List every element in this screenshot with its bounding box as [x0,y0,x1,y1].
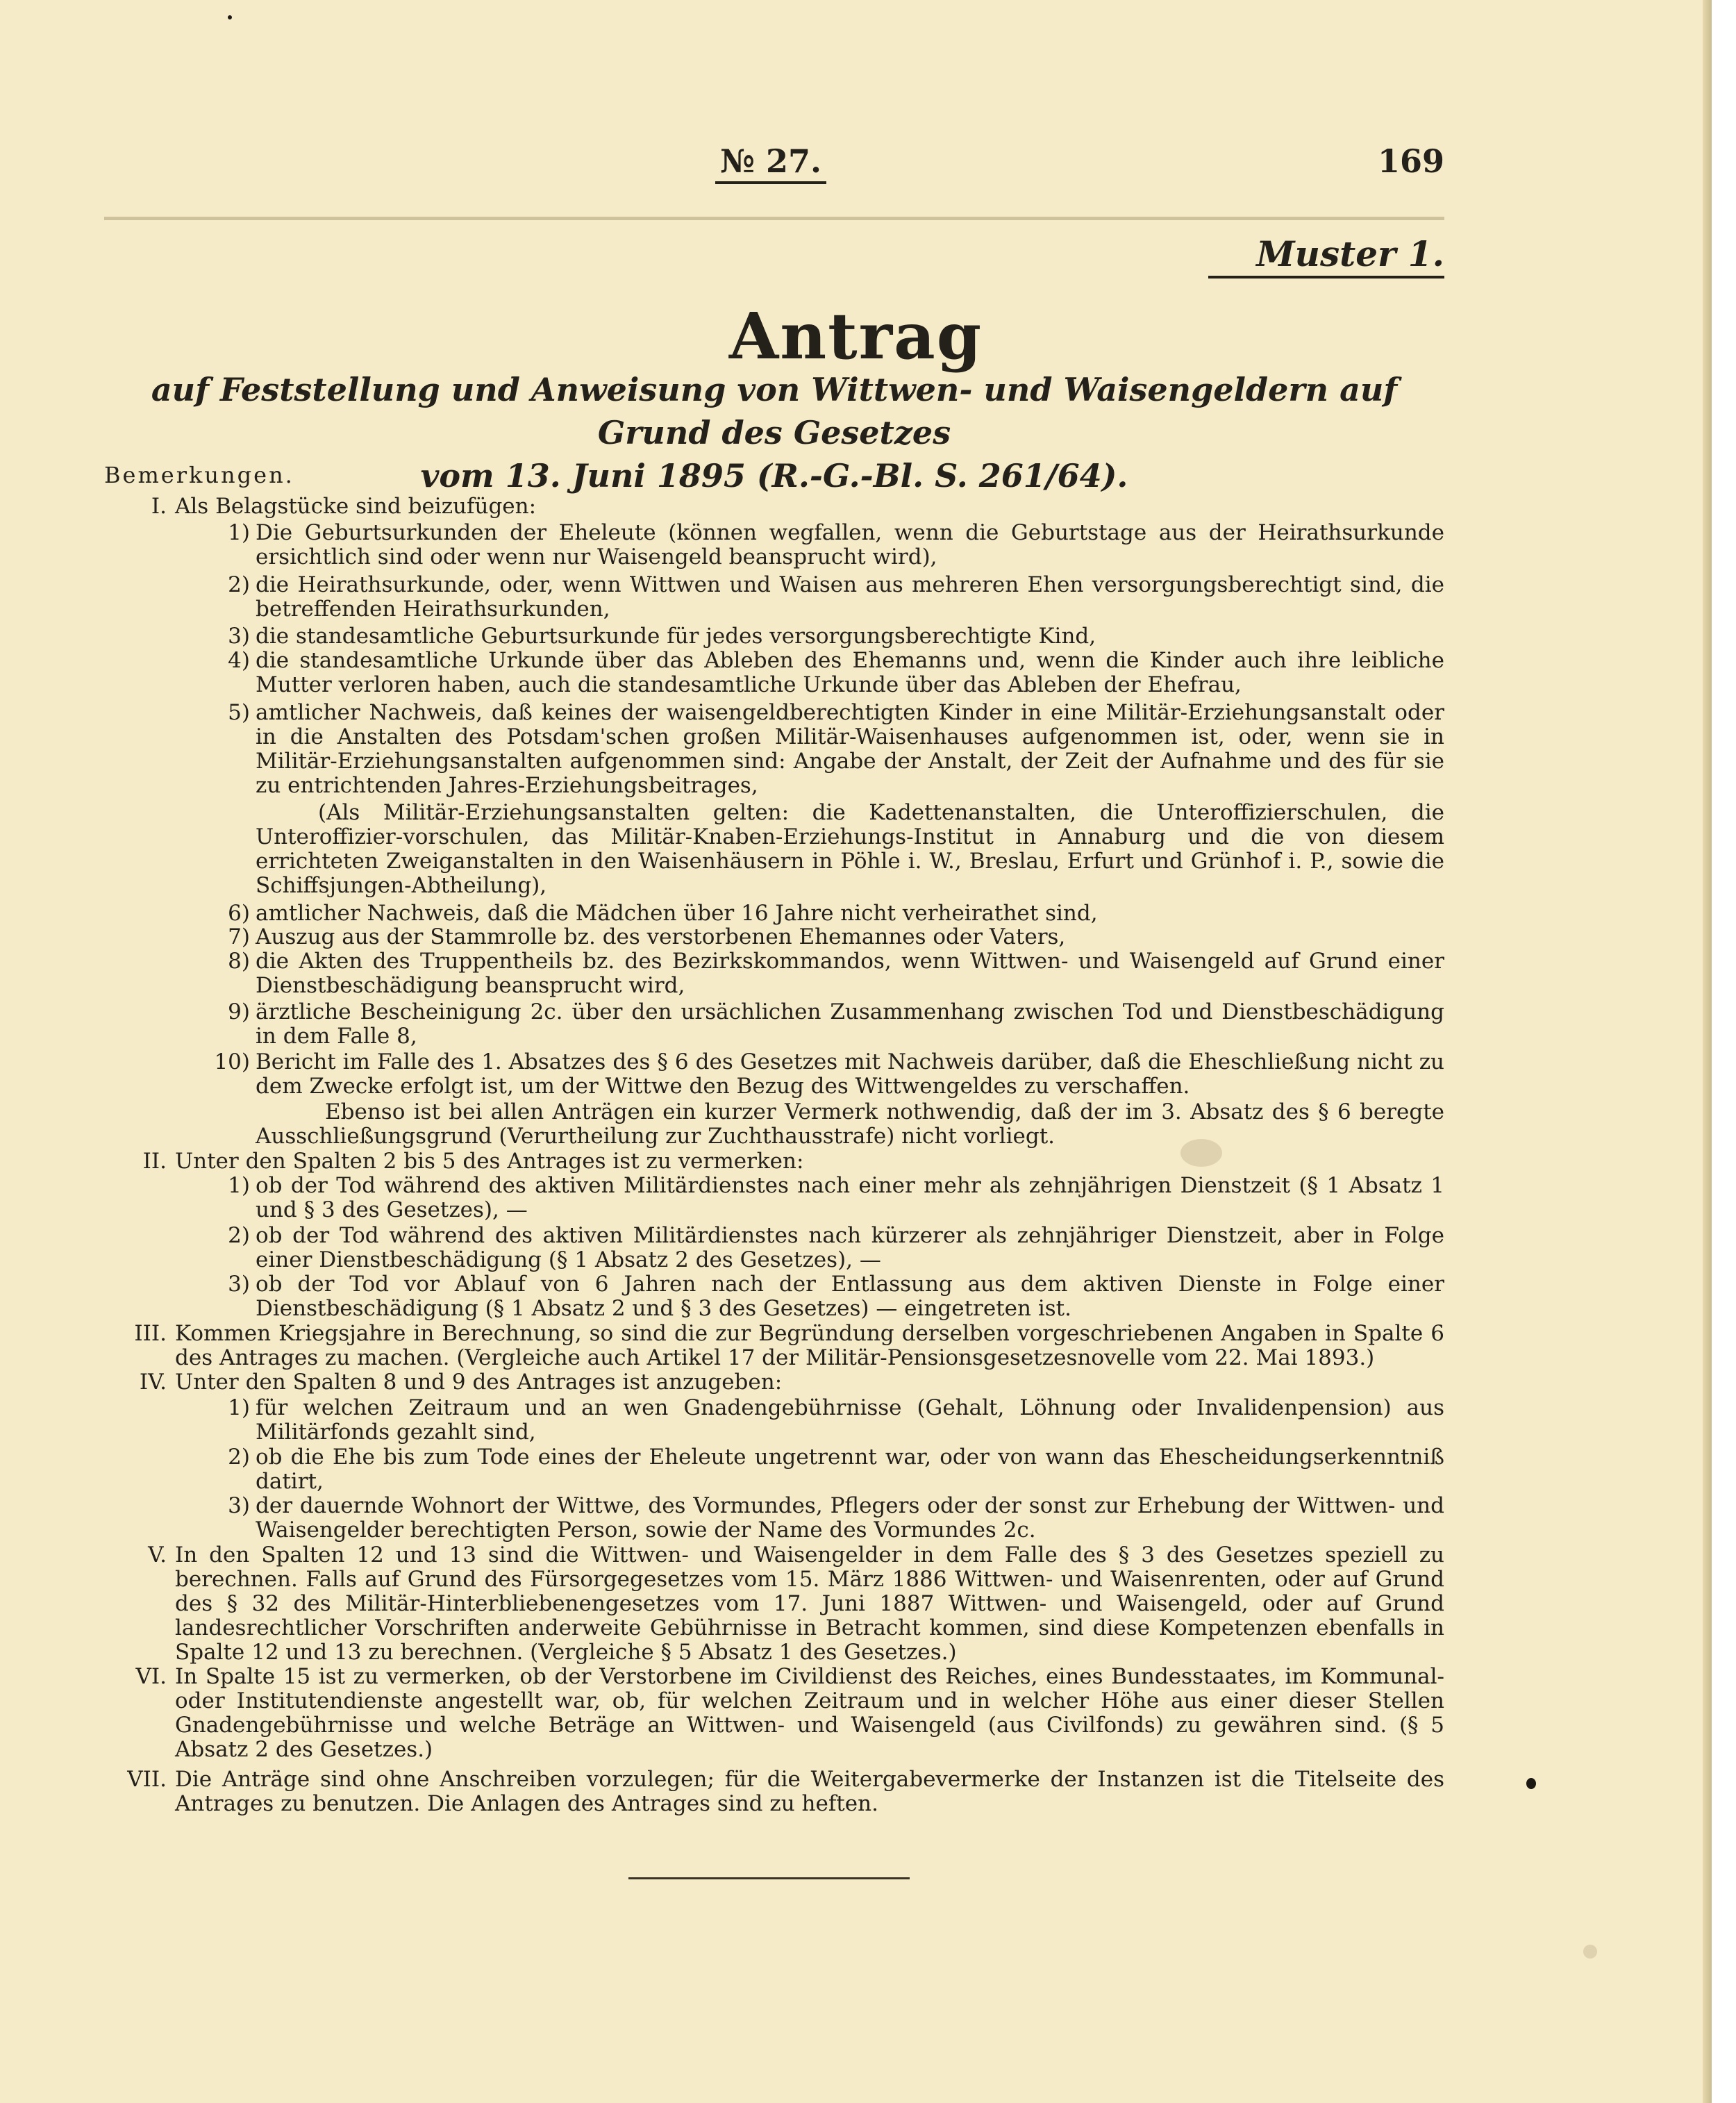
issue-number: № 27. [715,142,826,184]
ink-spot [228,15,232,19]
item-number: 8) [228,949,250,974]
closing-rule [628,1877,910,1879]
list-item [104,573,1444,622]
subtitle-line-2: vom 13. Juni 1895 (R.-G.-Bl. S. 261/64). [420,457,1128,494]
item-number: 1) [228,520,250,545]
remarks-heading: Bemerkungen. [104,462,294,488]
section-IV [104,1370,1444,1395]
item-number: 3) [228,1493,250,1518]
subtitle-line-1: auf Feststellung und Anweisung von Wittwen- und Waisengeldern auf Grund des Gesetzes [151,371,1398,451]
item-text: die Heirathsurkunde, oder, wenn Wittwen und Waisen aus mehreren Ehen versorgungsberechtigt sind, die betreffenden Heirathsurkunden, [256,572,1444,622]
item-number: 9) [228,999,250,1024]
item-text: ob der Tod vor Ablauf von 6 Jahren nach der Entlassung aus dem aktiven Dienste in Folge einer Dienstbeschädigung (§ 1 Absatz 2 und § 3 des Gesetzes) — eingetreten ist. [256,1272,1444,1321]
paper-stain [1583,1945,1597,1959]
list-item [104,1494,1444,1543]
item-number: 1) [228,1173,250,1198]
list-item [104,1272,1444,1321]
list-item [104,701,1444,798]
list-item [104,1100,1444,1149]
item-number: 4) [228,648,250,673]
item-text: ob der Tod während des aktiven Militärdienstes nach einer mehr als zehnjährigen Dienstzeit (§ 1 Absatz 1 und § 3 des Gesetzes), — [256,1173,1444,1222]
list-item [104,649,1444,697]
item-number: 7) [228,924,250,949]
item-number: 2) [228,1223,250,1248]
section-text: Die Anträge sind ohne Anschreiben vorzulegen; für die Weitergabevermerke der Instanzen ist die Titelseite des Antrages zu benutzen. Die Anlagen des Antrages sind zu heften. [175,1767,1444,1816]
list-item [104,925,1444,949]
paper-stain [1180,1139,1222,1167]
section-numeral: VII. [127,1767,167,1792]
item-number: 1) [228,1395,250,1420]
page-number: 169 [1377,142,1444,180]
header-rule [104,217,1444,220]
item-text: die Akten des Truppentheils bz. des Bezirkskommandos, wenn Wittwen- und Waisengeld auf Grund einer Dienstbeschädigung beansprucht wird, [256,949,1444,998]
item-number: 10) [214,1049,250,1074]
item-number: 2) [228,1445,250,1470]
document-title: Antrag [728,299,983,374]
section-text: In den Spalten 12 und 13 sind die Wittwen- und Waisengelder in dem Falle des § 3 des Gesetzes speziell zu berechnen. Falls auf Grund des Fürsorgegesetzes vom 15. März 1886 Wittwen- und Waisenrenten, oder auf Grund des § 32 des Militär-Hinterbliebenengesetzes vom 17. Juni 1887 Wittwen- und Waisengeld, oder auf Grund landesrechtlicher Vorschriften anderweite Gebührnisse in Betracht kommen, sind diese Kompetenzen ebenfalls in Spalte 12 und 13 zu berechnen. (Vergleiche § 5 Absatz 1 des Gesetzes.) [175,1543,1444,1665]
item-text: die standesamtliche Urkunde über das Ableben des Ehemanns und, wenn die Kinder auch ihre leibliche Mutter verloren haben, auch die standesamtliche Urkunde über das Ableben der Ehefrau, [256,648,1444,697]
section-III [104,1322,1444,1370]
document-subtitle [104,368,1444,497]
list-item [104,1174,1444,1222]
list-item [104,949,1444,998]
item-text: für welchen Zeitraum und an wen Gnadengebührnisse (Gehalt, Löhnung oder Invalidenpension) aus Militärfonds gezahlt sind, [256,1395,1444,1445]
item-text: ob die Ehe bis zum Tode eines der Eheleute ungetrennt war, oder von wann das Ehescheidungserkenntniß datirt, [256,1445,1444,1494]
section-II [104,1149,1444,1174]
list-item [104,1000,1444,1049]
ink-spot [1526,1778,1536,1789]
list-item [104,901,1444,926]
section-numeral: III. [134,1321,167,1346]
list-item [104,1224,1444,1272]
item-number: 2) [228,572,250,597]
item-number: 3) [228,624,250,649]
scan-margin [1712,0,1736,2103]
section-numeral: VI. [135,1664,167,1689]
list-item [104,624,1444,649]
item-number: 3) [228,1272,250,1297]
section-intro: Unter den Spalten 2 bis 5 des Antrages ist zu vermerken: [175,1149,804,1174]
list-item [104,801,1444,898]
section-text: In Spalte 15 ist zu vermerken, ob der Verstorbene im Civildienst des Reiches, eines Bundesstaates, im Kommunal- oder Institutendienste angestellt war, ob, für welchen Zeitraum und in welcher Höhe aus einer dieser Stellen Gnadengebührnisse und welche Beträge an Wittwen- und Waisengeld (aus Civilfonds) zu gewähren sind. (§ 5 Absatz 2 des Gesetzes.) [175,1664,1444,1762]
section-V [104,1543,1444,1665]
item-number: 6) [228,901,250,926]
section-I [104,494,1444,519]
section-VII [104,1768,1444,1816]
list-item [104,1396,1444,1445]
muster-label: Muster 1. [1208,233,1444,279]
section-numeral: I. [151,494,167,519]
item-text: Bericht im Falle des 1. Absatzes des § 6 des Gesetzes mit Nachweis darüber, daß die Eheschließung nicht zu dem Zwecke erfolgt ist, um der Wittwe den Bezug des Wittwengeldes zu verschaffen. [256,1049,1444,1099]
section-intro: Als Belagstücke sind beizufügen: [175,494,537,519]
section-intro: Unter den Spalten 8 und 9 des Antrages ist anzugeben: [175,1370,783,1395]
item-number: 5) [228,700,250,725]
list-item [104,521,1444,570]
item-text: Auszug aus der Stammrolle bz. des verstorbenen Ehemannes oder Vaters, [256,924,1066,949]
list-item [104,1445,1444,1494]
item-text: Die Geburtsurkunden der Eheleute (können wegfallen, wenn die Geburtstage aus der Heirathsurkunde ersichtlich sind oder wenn nur Waisengeld beansprucht wird), [256,520,1444,570]
section-VI [104,1665,1444,1762]
item-text: die standesamtliche Geburtsurkunde für jedes versorgungsberechtigte Kind, [256,624,1096,649]
section-numeral: II. [142,1149,167,1174]
item-note: Ebenso ist bei allen Anträgen ein kurzer Vermerk nothwendig, daß der im 3. Absatz des § 6 beregte Ausschließungsgrund (Verurtheilung zur Zuchthausstrafe) nicht vorliegt. [256,1099,1444,1149]
item-text: amtlicher Nachweis, daß die Mädchen über 16 Jahre nicht verheirathet sind, [256,901,1098,926]
item-text: ob der Tod während des aktiven Militärdienstes nach kürzerer als zehnjähriger Dienstzeit, aber in Folge einer Dienstbeschädigung (§ 1 Absatz 2 des Gesetzes), — [256,1223,1444,1272]
item-note: (Als Militär-Erziehungsanstalten gelten: die Kadettenanstalten, die Unteroffizierschulen, die Unteroffizier-vorschulen, das Militär-Knaben-Erziehungs-Institut in Annaburg und die von diesem errichteten Zweiganstalten in den Waisenhäusern in Pöhle i. W., Breslau, Erfurt und Grünhof i. P., sowie die Schiffsjungen-Abtheilung), [256,800,1444,898]
section-text: Kommen Kriegsjahre in Berechnung, so sind die zur Begründung derselben vorgeschriebenen Angaben in Spalte 6 des Antrages zu machen. (Vergleiche auch Artikel 17 der Militär-Pensionsgesetzesnovelle vom 22. Mai 1893.) [175,1321,1444,1370]
item-text: ärztliche Bescheinigung 2c. über den ursächlichen Zusammenhang zwischen Tod und Dienstbeschädigung in dem Falle 8, [256,999,1444,1049]
section-numeral: V. [148,1543,167,1568]
item-text: amtlicher Nachweis, daß keines der waisengeldberechtigten Kinder in eine Militär-Erziehungsanstalt oder in die Anstalten des Potsdam'schen großen Militär-Waisenhauses aufgenommen ist, oder, wenn sie in Militär-Erziehungsanstalten aufgenommen sind: Angabe der Anstalt, der Zeit der Aufnahme und des für sie zu entrichtenden Jahres-Erziehungsbeitrages, [256,700,1444,798]
item-text: der dauernde Wohnort der Wittwe, des Vormundes, Pflegers oder der sonst zur Erhebung der Wittwen- und Waisengelder berechtigten Person, sowie der Name des Vormundes 2c. [256,1493,1444,1543]
section-numeral: IV. [139,1370,167,1395]
page-edge-shadow [1703,0,1712,2103]
list-item [104,1050,1444,1099]
